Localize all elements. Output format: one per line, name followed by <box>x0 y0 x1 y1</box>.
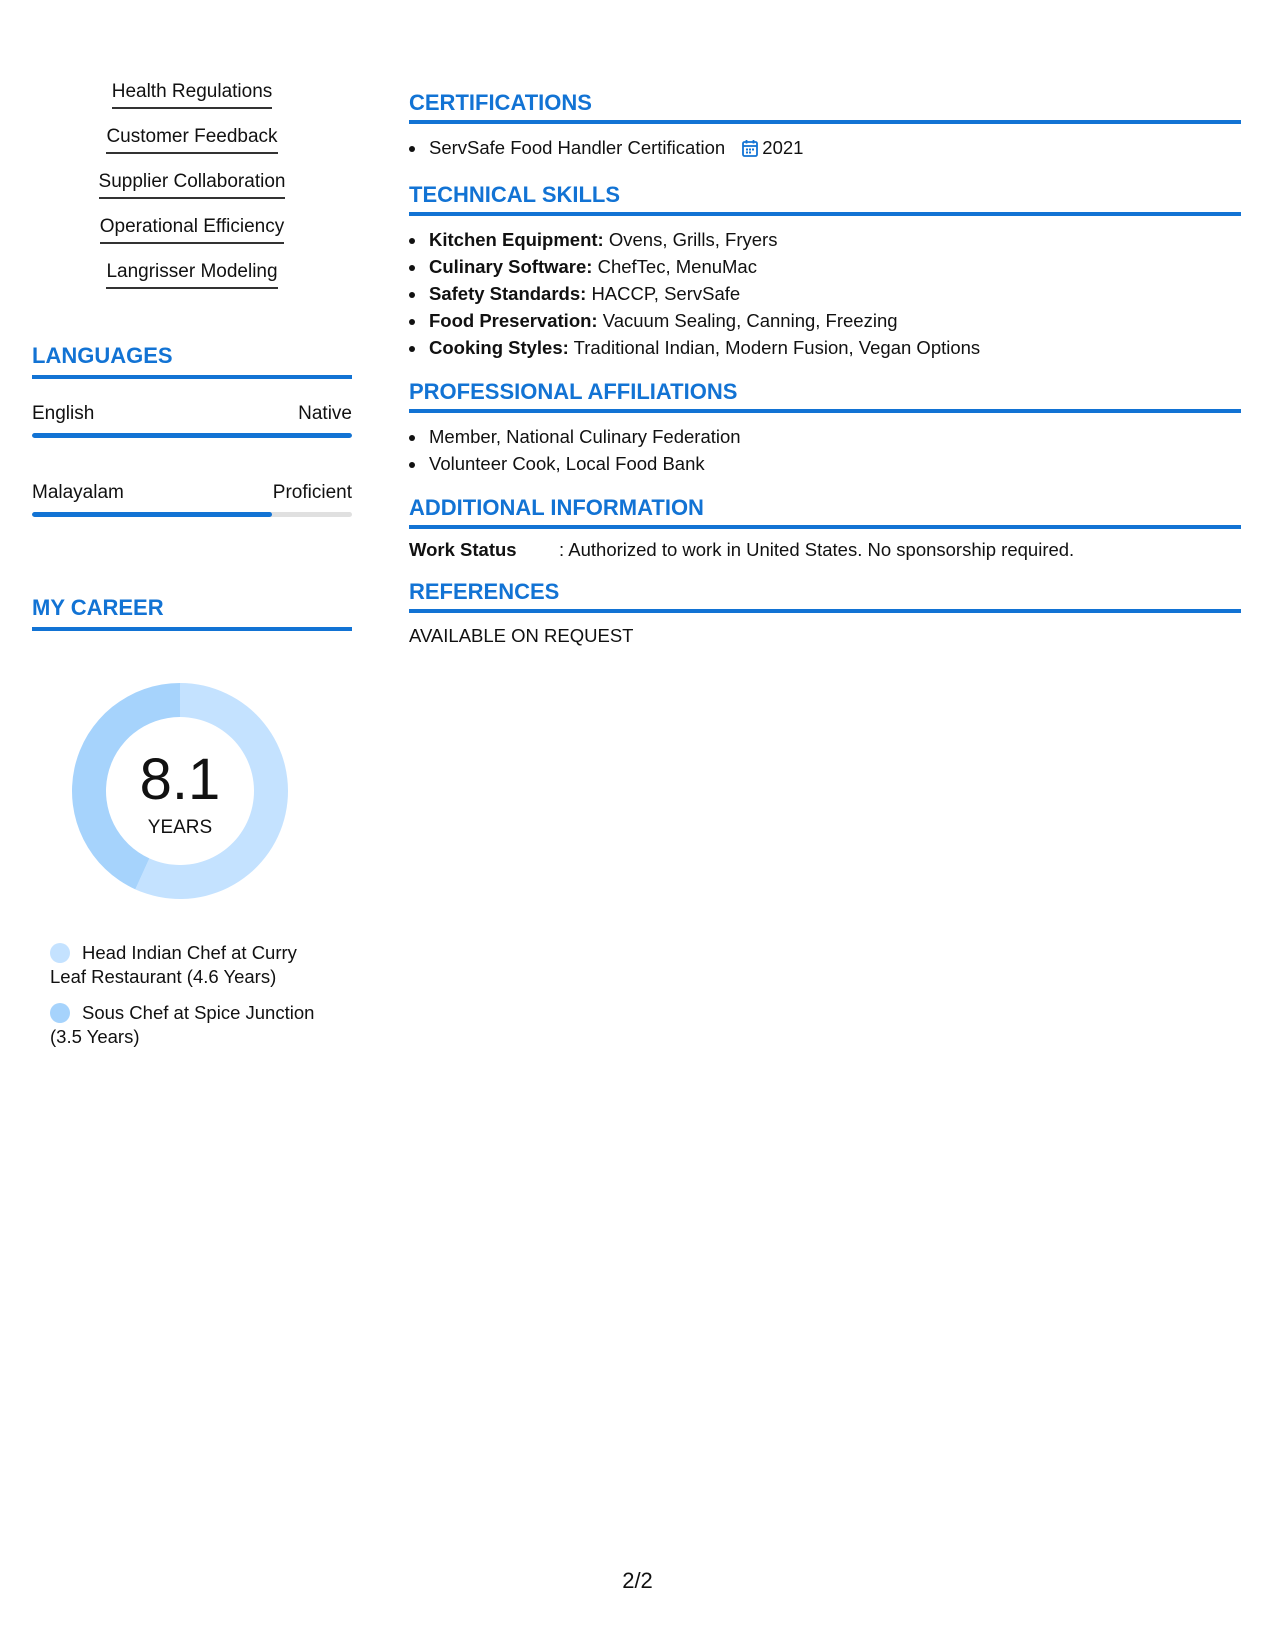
page-number: 2/2 <box>622 1568 653 1593</box>
legend-item <box>50 1001 330 1049</box>
strength-item <box>32 125 352 170</box>
calendar-icon <box>742 137 758 164</box>
strength-item <box>32 170 352 215</box>
language-proficiency-fill <box>32 433 352 438</box>
language-name: Malayalam <box>32 482 124 503</box>
career-total-value: 8.1 <box>139 747 221 812</box>
strengths-list <box>32 80 352 305</box>
work-status-label: Work Status <box>409 539 517 560</box>
language-item <box>32 482 352 517</box>
legend-label: Head Indian Chef at Curry Leaf Restaurant (4.6 Years) <box>50 942 297 987</box>
languages-section <box>32 343 352 517</box>
skill-item <box>427 307 1241 334</box>
certifications-list <box>409 134 1241 164</box>
work-status-value: : Authorized to work in United States. No sponsorship required. <box>559 539 1075 560</box>
skill-label: Safety Standards: <box>429 283 587 304</box>
strength-label: Health Regulations <box>112 80 273 109</box>
additional-info-section <box>409 495 1241 561</box>
certifications-section <box>409 90 1241 164</box>
references-section <box>409 579 1241 647</box>
sidebar <box>32 80 352 1061</box>
affiliation-item: • Volunteer Cook, Local Food Bank <box>427 450 1241 477</box>
certifications-heading: CERTIFICATIONS <box>409 90 1241 124</box>
references-text: AVAILABLE ON REQUEST <box>409 625 634 646</box>
language-item <box>32 403 352 438</box>
language-level: Native <box>298 403 352 424</box>
skill-label: Kitchen Equipment: <box>429 229 604 250</box>
affiliations-heading: PROFESSIONAL AFFILIATIONS <box>409 379 1241 413</box>
technical-skills-section <box>409 182 1241 361</box>
legend-label: Sous Chef at Spice Junction (3.5 Years) <box>50 1002 315 1047</box>
skill-label: Food Preservation: <box>429 310 598 331</box>
skill-value: Ovens, Grills, Fryers <box>608 229 778 250</box>
technical-skills-heading: TECHNICAL SKILLS <box>409 182 1241 216</box>
skill-item <box>427 280 1241 307</box>
language-proficiency-bar <box>32 433 352 438</box>
affiliations-list <box>409 423 1241 477</box>
legend-item <box>50 941 330 989</box>
strength-item <box>32 215 352 260</box>
skill-value: HACCP, ServSafe <box>591 283 741 304</box>
additional-info-heading: ADDITIONAL INFORMATION <box>409 495 1241 529</box>
skill-item <box>427 334 1241 361</box>
strength-label: Customer Feedback <box>106 125 277 154</box>
references-heading: REFERENCES <box>409 579 1241 613</box>
career-section <box>32 595 352 1049</box>
skill-item <box>427 253 1241 280</box>
donut-center <box>60 671 300 911</box>
certification-year: 2021 <box>762 137 804 158</box>
technical-skills-list <box>409 226 1241 361</box>
career-donut-chart <box>60 671 300 911</box>
legend-dot <box>50 943 70 963</box>
strength-item <box>32 80 352 125</box>
career-total-unit: YEARS <box>147 817 213 838</box>
skill-label: Cooking Styles: <box>429 337 569 358</box>
main-content <box>409 90 1241 665</box>
certification-name: ServSafe Food Handler Certification <box>429 137 726 158</box>
career-heading: MY CAREER <box>32 595 352 631</box>
strength-item <box>32 260 352 305</box>
career-legend <box>32 941 352 1049</box>
skill-item <box>427 226 1241 253</box>
language-name: English <box>32 403 95 424</box>
legend-dot <box>50 1003 70 1023</box>
strength-label: Langrisser Modeling <box>106 260 277 289</box>
skill-label: Culinary Software: <box>429 256 593 277</box>
language-proficiency-fill <box>32 512 272 517</box>
skill-value: Traditional Indian, Modern Fusion, Vegan Options <box>573 337 981 358</box>
affiliations-section <box>409 379 1241 477</box>
strength-label: Operational Efficiency <box>100 215 284 244</box>
skill-value: ChefTec, MenuMac <box>597 256 757 277</box>
certification-item <box>427 134 1241 164</box>
work-status-row <box>409 539 1241 561</box>
skill-value: Vacuum Sealing, Canning, Freezing <box>602 310 898 331</box>
language-proficiency-bar <box>32 512 352 517</box>
strength-label: Supplier Collaboration <box>99 170 286 199</box>
language-level: Proficient <box>272 482 352 503</box>
languages-heading: LANGUAGES <box>32 343 352 379</box>
affiliation-item: • Member, National Culinary Federation <box>427 423 1241 450</box>
